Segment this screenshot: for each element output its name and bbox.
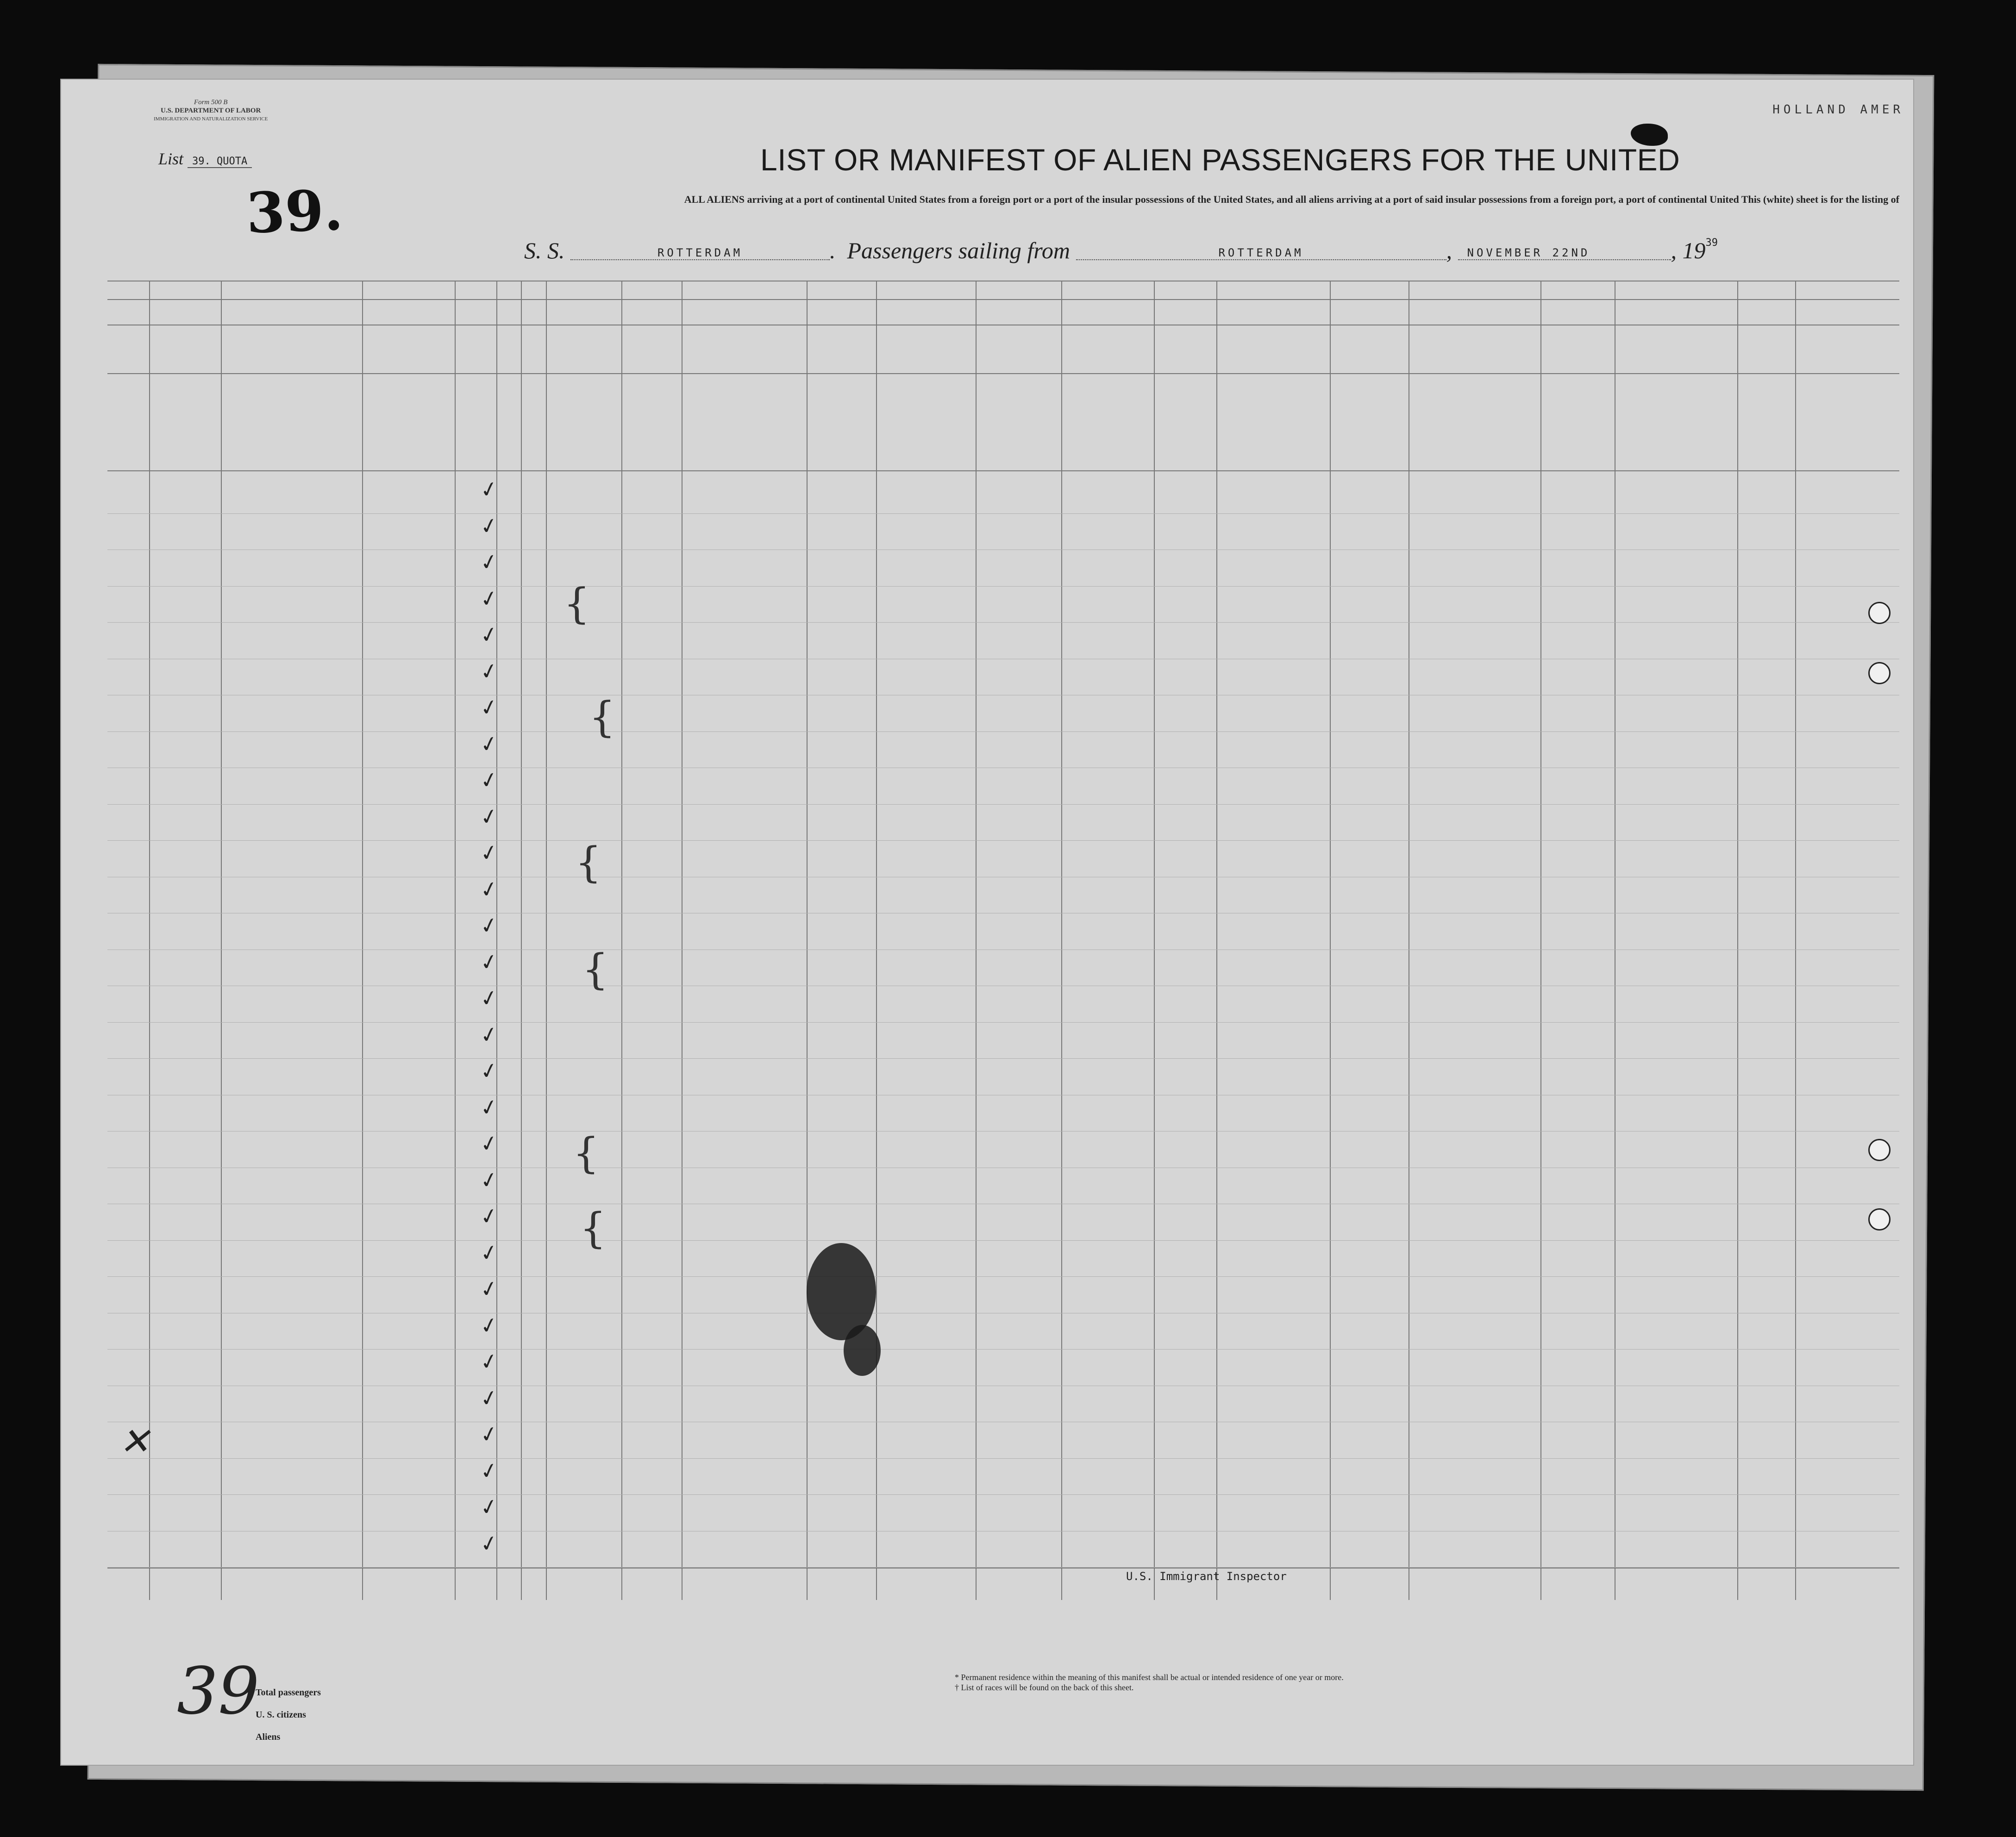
inspector-label: U.S. Immigrant Inspector [1126,1570,1287,1583]
column-rule [1795,281,1796,1600]
check-mark: ✓ [477,1347,501,1376]
check-mark: ✓ [477,911,501,940]
header-nationality [807,362,876,426]
header-race [876,387,976,401]
check-mark: ✓ [477,1529,501,1557]
table-row [107,1458,1899,1459]
list-line [158,149,252,169]
manifest-sheet [60,79,1914,1766]
list-label: List [158,150,184,168]
header-residence-country [1409,415,1492,429]
bracket-mark: { [575,838,602,887]
punch-hole [1868,1208,1891,1231]
check-mark: ✓ [477,730,501,758]
ink-stain [844,1325,881,1376]
header-sex [496,406,521,419]
column-rule [1330,281,1331,1600]
header-write [765,415,807,429]
header-head-tax [149,341,221,359]
check-mark: ✓ [477,1420,501,1449]
check-mark: ✓ [477,1493,501,1521]
column-rule [521,281,522,1600]
punch-hole [1868,1139,1891,1161]
ss-label: S. S. [524,237,565,263]
header-visa [1154,343,1216,380]
check-mark: ✓ [477,1129,501,1158]
footnote-residence: * Permanent residence within the meaning of this manifest shall be actual or intended residence of one year or more. [955,1673,1344,1682]
header-verification [1330,350,1409,387]
port-name: ROTTERDAM [1076,246,1446,260]
header-mos [476,415,496,429]
check-mark: ✓ [477,620,501,649]
check-mark: ✓ [477,1056,501,1085]
check-mark: ✓ [477,1456,501,1485]
check-mark: ✓ [477,584,501,612]
form-header [154,98,268,123]
year-prefix: 19 [1682,237,1706,263]
department: U.S. DEPARTMENT OF LABOR [161,107,261,114]
header-verification-note [1330,396,1409,438]
column-rule [807,281,808,1600]
check-mark: ✓ [477,875,501,903]
year-suffix: 39 [1705,237,1718,249]
bracket-mark: { [582,945,609,994]
table-row [107,1349,1899,1350]
header-no-on-list [107,364,149,401]
check-mark: ✓ [477,948,501,976]
table-row [107,1567,1899,1568]
header-visa-note [1154,382,1216,447]
header-residence-city [1492,396,1615,443]
manifest-table [107,281,1899,1600]
bracket-mark: { [573,1129,600,1178]
header-issue-place [1216,415,1279,429]
header-rule [107,470,1899,471]
column-rule [149,281,150,1600]
page-title: LIST OR MANIFEST OF ALIEN PASSENGERS FOR THE UNITED [760,143,1680,177]
punch-hole [1868,662,1891,684]
handwritten-list-number: 39. [245,177,344,246]
table-row [107,622,1899,623]
column-rule [221,281,222,1600]
totals [256,1681,321,1748]
check-mark: ✓ [477,766,501,794]
ship-name: ROTTERDAM [570,246,830,260]
check-mark: ✓ [477,548,501,576]
header-issued [1216,335,1330,349]
check-mark: ✓ [477,984,501,1012]
form-number: Form 500 B [194,99,228,106]
header-birth-city [1061,396,1154,443]
strike-mark: ✕ [119,1420,150,1463]
column-rule [1061,281,1062,1600]
header-head-tax-note [150,362,220,417]
check-mark: ✓ [477,1311,501,1339]
header-rule [107,299,1899,300]
check-mark: ✓ [477,657,501,685]
column-rule [1737,281,1738,1600]
check-mark: ✓ [477,693,501,722]
table-row [107,1276,1899,1277]
table-row [107,1058,1899,1059]
table-row [107,1494,1899,1495]
header-yrs [455,415,476,429]
header-age [455,335,496,349]
footnote-races: † List of races will be found on the back of this sheet. [955,1683,1134,1692]
column-rule [1216,281,1217,1600]
footnotes [955,1672,1344,1693]
table-row [107,513,1899,514]
table-row [107,1022,1899,1023]
service: IMMIGRATION AND NATURALIZATION SERVICE [154,116,268,122]
column-rule [1540,281,1541,1600]
check-mark: ✓ [477,1384,501,1412]
check-mark: ✓ [477,512,501,540]
page-subtitle: ALL ALIENS arriving at a port of continental United States from a foreign port or a port of the insular possessions of the United States, and all aliens arriving at a port of said insular possessions from a foreign port, a port of continental United This (white) sheet is for the listing of [684,194,1899,205]
column-rule [362,281,363,1600]
punch-hole [1868,602,1891,624]
header-name-in-full [221,335,455,349]
table-row [107,804,1899,805]
header-given-name [362,415,455,429]
company-name: HOLLAND AMER [1772,103,1904,117]
ship-line: S. S. ROTTERDAM . Passengers sailing from ROTTERDAM , NOVEMBER 22ND , $19^{39}$ [524,237,1718,263]
table-row [107,840,1899,841]
check-mark: ✓ [477,1275,501,1303]
us-citizens-label: U. S. citizens [256,1710,306,1720]
check-mark: ✓ [477,1020,501,1049]
bracket-mark: { [580,1204,607,1253]
sailing-label: Passengers sailing from [847,237,1070,263]
check-mark: ✓ [477,1166,501,1194]
check-mark: ✓ [477,1093,501,1121]
header-birth-country [976,415,1061,429]
header-married [521,364,546,456]
header-able-to [621,335,807,349]
check-mark: ✓ [477,1202,501,1231]
column-rule [455,281,456,1600]
header-issue-date [1279,415,1330,429]
check-mark: ✓ [477,802,501,831]
header-read-lang [649,396,765,443]
table-row [107,731,1899,732]
check-mark: ✓ [477,1238,501,1267]
list-value: 39. QUOTA [188,156,252,168]
header-calling [546,369,621,406]
column-rule [621,281,622,1600]
table-row [107,1240,1899,1241]
check-mark: ✓ [477,838,501,867]
sailing-date: NOVEMBER 22ND [1458,246,1671,260]
bracket-mark: { [563,579,590,628]
total-passengers-label: Total passengers [256,1687,321,1698]
column-rule [546,281,547,1600]
aliens-label: Aliens [256,1732,281,1742]
header-family-name [221,415,362,429]
check-mark: ✓ [477,475,501,504]
header-read [621,415,649,429]
table-row [107,586,1899,587]
header-subrule [221,373,496,374]
column-rule [876,281,877,1600]
handwritten-total: 39 [177,1654,260,1729]
header-residence [1409,335,1615,349]
bracket-mark: { [589,693,616,742]
column-rule [976,281,977,1600]
column-rule [1154,281,1155,1600]
